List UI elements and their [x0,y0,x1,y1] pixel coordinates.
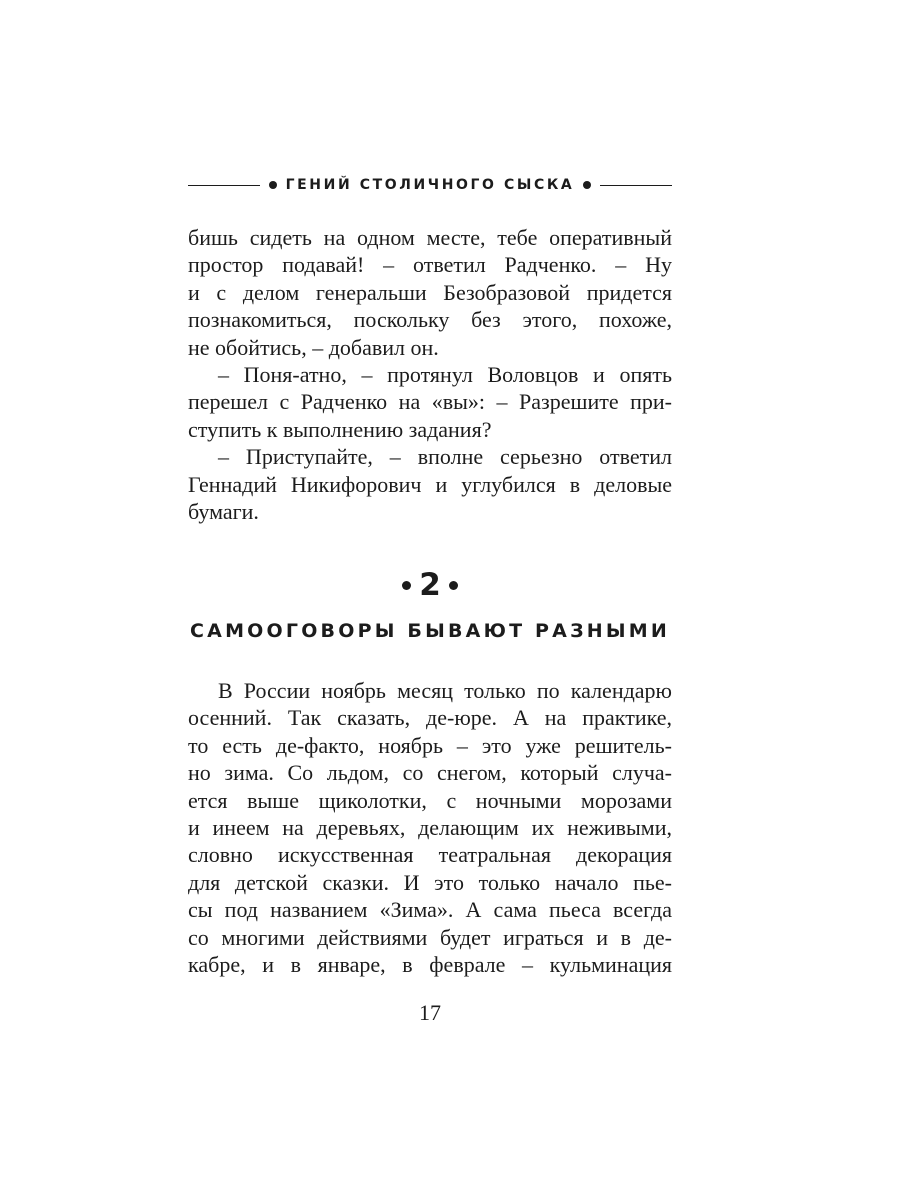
header-bullet-right [583,181,591,189]
chapter-bullet-left [402,581,411,590]
chapter-number-value: 2 [419,567,441,603]
text-line: словно искусственная театральная декорация [188,842,672,868]
paragraph [188,443,672,525]
text-line: ется выше щиколотки, с ночными морозами [188,787,672,813]
text-line: перешел с Радченко на «вы»: – Разрешите при- [188,389,672,415]
continued-text [188,224,672,525]
text-line: не обойтись, – добавил он. [188,334,439,360]
chapter-text [188,677,672,978]
text-line: для детской сказки. И это только начало пье- [188,869,672,895]
text-line: но зима. Со льдом, со снегом, который случа- [188,760,672,786]
text-line: со многими действиями будет играться и в де- [188,924,672,950]
paragraph [188,361,672,443]
text-line: – Поня-атно, – протянул Воловцов и опять [218,362,672,388]
text-line: и инеем на деревьях, делающим их неживыми, [188,815,672,841]
text-line: кабре, и в январе, в феврале – кульминация [188,952,672,978]
text-line: – Приступайте, – вполне серьезно ответил [218,444,672,470]
running-header [188,177,672,193]
text-line: и с делом генеральши Безобразовой придется [188,279,672,305]
text-line: бишь сидеть на одном месте, тебе оперативный [188,225,672,250]
header-rule-right [600,185,672,186]
text-line: простор подавай! – ответил Радченко. – Ну [188,252,672,278]
page-number: 17 [419,1000,441,1025]
chapter-number [188,567,672,603]
chapter-title: САМООГОВОРЫ БЫВАЮТ РАЗНЫМИ [190,620,670,642]
chapter-bullet-right [449,581,458,590]
text-line: В России ноябрь месяц только по календарю [218,678,672,703]
text-line: Геннадий Никифорович и углубился в деловые [188,471,672,497]
header-rule-left [188,185,260,186]
paragraph [188,224,672,361]
text-line: сы под названием «Зима». А сама пьеса всегда [188,897,672,923]
running-header-title: ГЕНИЙ СТОЛИЧНОГО СЫСКА [285,177,575,193]
text-line: то есть де-факто, ноябрь – это уже решитель- [188,732,672,758]
text-line: бумаги. [188,499,259,525]
text-line: ступить к выполнению задания? [188,416,492,442]
text-line: познакомиться, поскольку без этого, похоже, [188,307,672,333]
paragraph [188,677,672,978]
header-bullet-left [269,181,277,189]
text-line: осенний. Так сказать, де-юре. А на практике, [188,705,672,731]
